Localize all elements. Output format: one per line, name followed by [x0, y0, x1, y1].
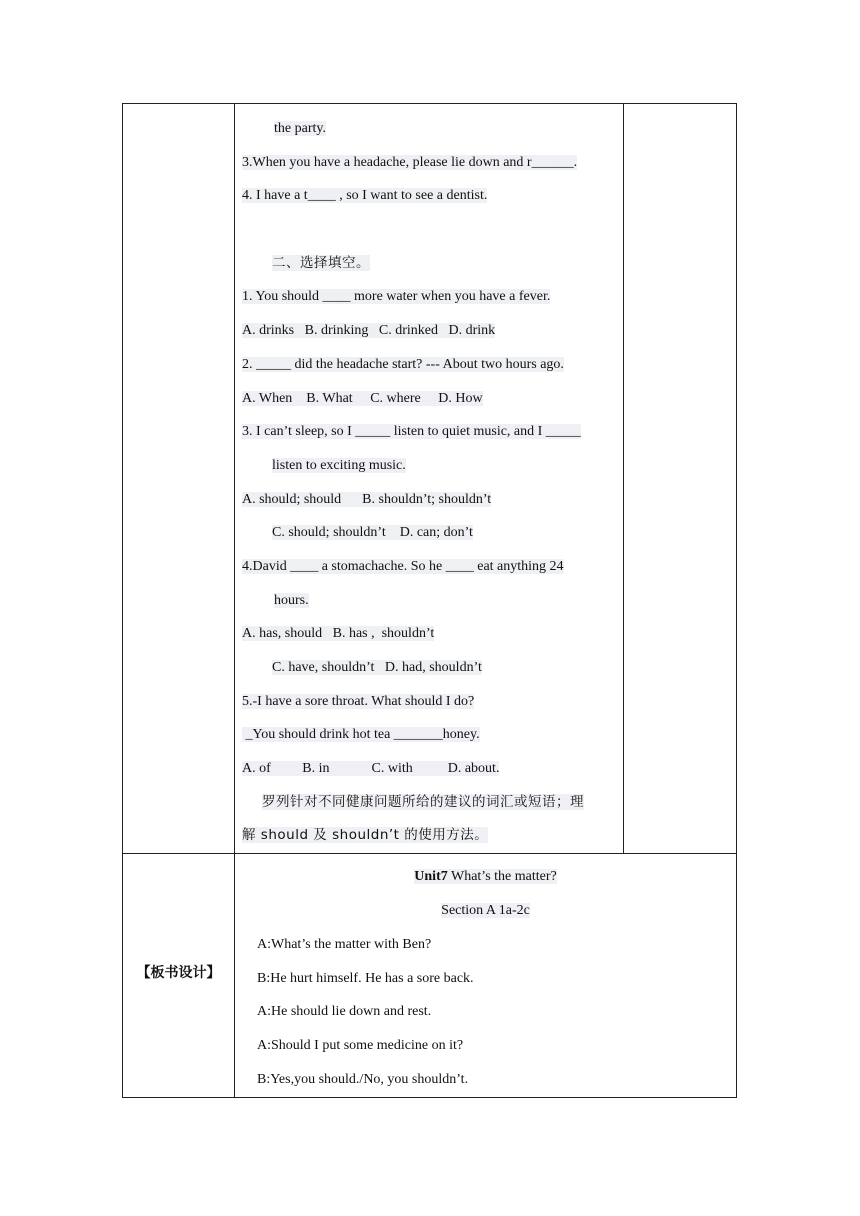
row1-label-cell	[123, 104, 235, 854]
exercise-question: 4.David ____ a stomachache. So he ____ eat anything 24	[242, 558, 564, 574]
exercise-row	[123, 104, 737, 854]
section-heading: 二、选择填空。	[272, 254, 370, 271]
board-title: Unit7 What’s the matter?	[414, 869, 557, 885]
board-content-cell	[235, 854, 737, 1098]
exercise-question: 3.When you have a headache, please lie down and r______.	[242, 154, 578, 170]
exercise-question: 2. _____ did the headache start? --- About two hours ago.	[242, 356, 564, 372]
board-design-label: 【板书设计】	[136, 964, 221, 981]
board-line: A:He should lie down and rest.	[257, 1004, 432, 1020]
board-label-cell	[123, 854, 235, 1098]
board-line: A:What’s the matter with Ben?	[257, 936, 432, 952]
board-section: Section A 1a-2c	[441, 902, 530, 918]
row1-notes-cell	[624, 104, 737, 854]
exercise-question: 1. You should ____ more water when you have a fever.	[242, 289, 551, 305]
board-line: B:He hurt himself. He has a sore back.	[257, 970, 474, 986]
exercise-options: A. of B. in C. with D. about.	[242, 761, 500, 777]
board-line: A:Should I put some medicine on it?	[257, 1038, 464, 1054]
exercise-options: A. drinks B. drinking C. drinked D. drink	[242, 323, 496, 339]
exercise-question: 4. I have a t____ , so I want to see a dentist.	[242, 188, 488, 204]
exercise-line: the party.	[274, 121, 326, 136]
exercise-options: A. should; should B. shouldn’t; shouldn’t	[242, 491, 492, 507]
exercise-question-cont: listen to exciting music.	[272, 457, 406, 473]
exercise-question-cont: _You should drink hot tea _______honey.	[242, 727, 480, 743]
exercise-options-cont: C. should; shouldn’t D. can; don’t	[272, 525, 473, 541]
exercise-options-cont: C. have, shouldn’t D. had, shouldn’t	[272, 660, 482, 675]
board-line: B:Yes,you should./No, you shouldn’t.	[257, 1071, 469, 1087]
lesson-plan-table	[122, 103, 737, 1098]
exercise-cell	[235, 104, 624, 854]
exercise-question: 3. I can’t sleep, so I _____ listen to quiet music, and I _____	[242, 424, 581, 440]
summary-line: 罗列针对不同健康问题所给的建议的词汇或短语；理	[262, 793, 584, 810]
exercise-options: A. When B. What C. where D. How	[242, 390, 483, 406]
exercise-options: A. has, should B. has , shouldn’t	[242, 626, 435, 642]
exercise-question: 5.-I have a sore throat. What should I do?	[242, 693, 475, 709]
exercise-question-cont: hours.	[274, 592, 309, 608]
summary-line: 解 should 及 shouldn’t 的使用方法。	[242, 827, 489, 844]
board-design-row	[123, 854, 737, 1098]
